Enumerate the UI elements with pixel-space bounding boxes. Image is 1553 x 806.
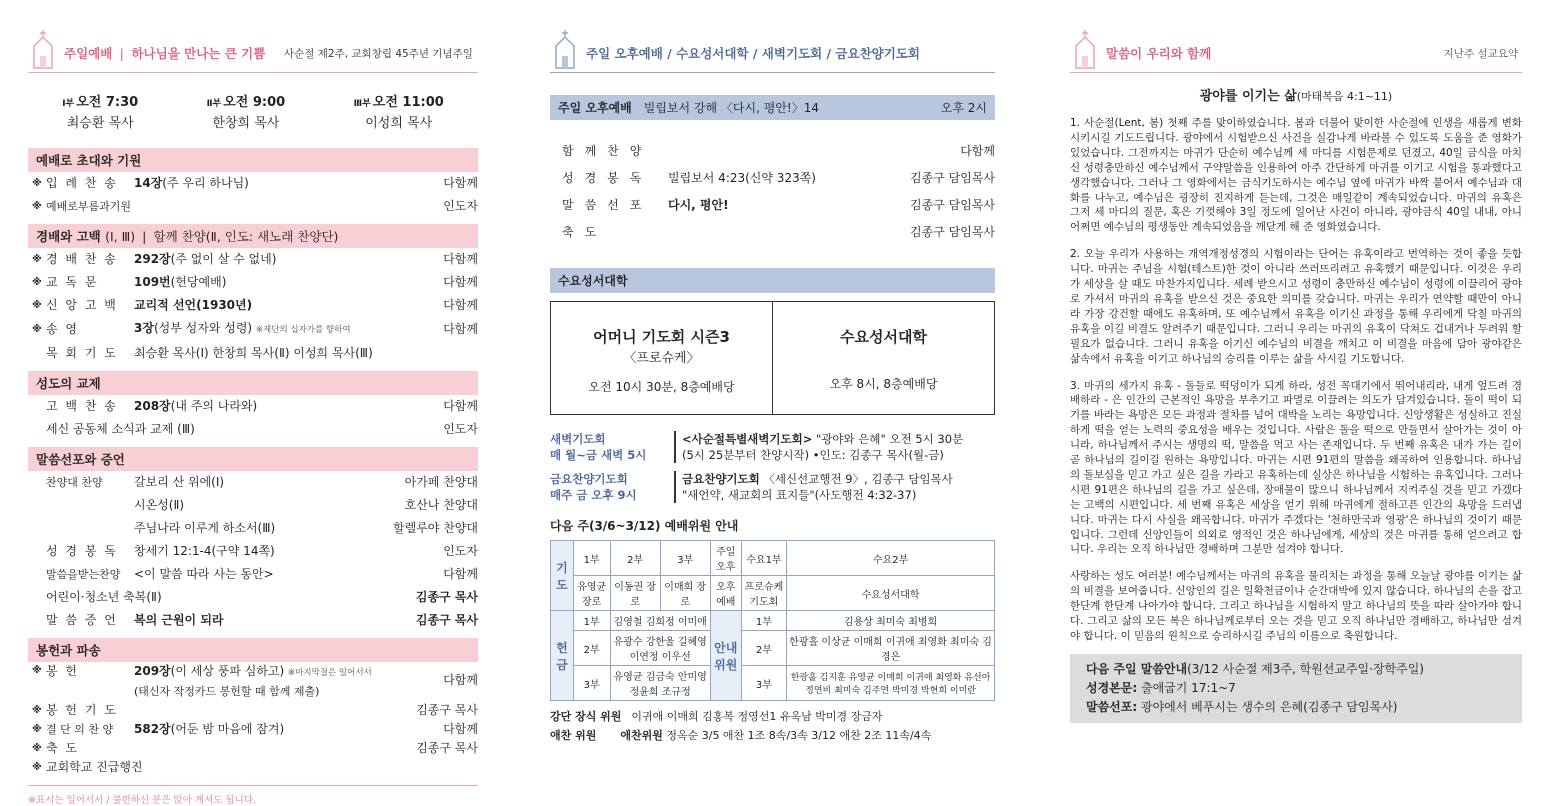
list-item: 축도 김종구 담임목사 [562, 225, 995, 239]
wednesday-bar: 수요성서대학 [550, 268, 995, 293]
order-row: 말 씀 증 언 복의 근원이 되라 김종구 목사 [46, 613, 478, 627]
service-1: Ⅰ부 오전 7:30 최승환 목사 [62, 93, 138, 134]
worship-order-page [28, 0, 478, 806]
sermon-paragraph: 사랑하는 성도 여러분! 예수님께서는 마귀의 유혹을 물리치는 과정을 통해 오늘날 광야를 이기는 삶의 비결을 보여줍니다. 신앙인의 길은 일확천금이나 순간대박에 있지 않습니다. 하나님의 손을 잡고 한단계 한단계 나아가야 합니다. 그리고 하나님을 시험하지 말고 하나님의 뜻을 따라 살아가야 합니다. 그리고 삶의 모든 복은 하나님께로부터 오는 것을 믿고 오직 하나님만 경배하고, 하나님만 섬겨야 합니다. 이 믿음의 원칙으로 승리하시길 주님의 이름으로 축원합니다. [1070, 570, 1522, 642]
weekly-services-page [550, 0, 995, 799]
order-row: 찬양대 찬양 갈보리 산 위에(Ⅰ) 아가페 찬양대 [46, 475, 478, 489]
sermon-paragraph: 1. 사순절(Lent, 봄) 첫째 주를 맞이하였습니다. 봄과 더불어 맞이한 사순절에 인생을 새롭게 변화시키시길 기도드립니다. 광야에서 시험받으신 사건을 실감나게 바라볼 수 있도록 도움을 준 영화가 있었습니다. 그전까지는 마귀가 단순히 예수님께 세 마디를 시험문제로 던졌고, 40일 금식을 마치신 성령충만하신 예수님께서 구약말씀을 인용하여 아주 간단하게 마귀를 이기고 시험을 통과했다고 생각했습니다. 그러나 그 영화에서는 금식기도하시는 예수님 옆에 마귀가 바짝 붙어서 예수님과 대화를 나누고, 예수님은 굉장히 진지하게 듣는데, 그것은 매일같이 계속되었습니다. 마귀의 유혹은 그저 세 마디의 질문, 혹은 기껏해야 3일 정도에 일어난 사건이 아니라, 광야금식 40일 내내, 아니 어쩌면 예수님의 평생동안 계속되었음을 깨닫게 해 준 영화였습니다. [1070, 117, 1522, 234]
section-invitation: 예배로 초대와 기원 [28, 148, 478, 172]
header-title: 말씀이 우리와 함께 [1106, 46, 1212, 61]
church-icon [550, 28, 580, 70]
page-header [28, 30, 478, 73]
order-row: 목 회 기 도 최승환 목사(Ⅰ) 한창희 목사(Ⅱ) 이성희 목사(Ⅲ) [46, 346, 373, 360]
friday-prayer: 금요찬양기도회 매주 금 오후 9시 금요찬양기도회 〈세신선교행전 9〉, 김종구 담임목사 "새언약, 새교회의 표지들"(사도행전 4:32-37) [550, 471, 995, 503]
page-header [550, 30, 995, 73]
order-row: 세신 공동체 소식과 교제 (Ⅲ) 인도자 [46, 422, 478, 436]
service-times [28, 93, 478, 134]
page-header [1070, 30, 1522, 73]
afternoon-bar: 주일 오후예배 빌립보서 강해 〈다시, 평안!〉14 오후 2시 [550, 95, 995, 120]
section-praise: 경배와 고백 (Ⅰ, Ⅲ) ❘ 함께 찬양(Ⅱ, 인도: 새노래 찬양단) [28, 224, 478, 248]
order-row: ※ 봉 헌 기 도 김종구 목사 [32, 703, 478, 717]
order-row: ※ 봉 헌 209장(이 세상 풍파 심하고) ※마지막절은 일어서서 (태신자 작정카드 봉헌할 때 함께 제출) 다함께 [32, 664, 478, 698]
afternoon-order [550, 138, 995, 246]
pastor: 최승환 목사 [66, 116, 134, 131]
section-offering: 봉헌과 파송 [28, 638, 478, 662]
header-title: 주일예배 ❘ 하나님을 만나는 큰 기쁨 [64, 46, 266, 61]
order-row: ※ 입 례 찬 송 14장(주 우리 하나님) 다함께 [32, 176, 478, 190]
duty-title: 다음 주(3/6~3/12) 예배위원 안내 [550, 519, 739, 533]
sermon-title: 광야를 이기는 삶(마태복음 4:1~11) [1199, 89, 1393, 104]
order-row: 어린이·청소년 축복(Ⅱ) 김종구 목사 [46, 590, 478, 604]
sermon-paragraph: 3. 마귀의 세가지 유혹 - 돌들로 떡덩이가 되게 하라, 성전 꼭대기에서 뛰어내리라, 내게 엎드려 경배하라 - 은 인간의 근본적인 욕망을 부추기고 파멸로 이끌려는 의도가 담겨있습니다. 돌이 떡이 되기를 바라는 욕망은 모든 과정과 절차를 넘어 대박을 노리는 욕망입니다. 신앙생활은 성실하고 진실하게 떡을 얻는 노력의 중요성을 배우는 것입니다. 사람은 돌을 떡으로 만들면서 살아가는 것이 아니라, 하나님께서 주시는 생명의 떡, 말씀을 먹고 사는 존재입니다. 두 번째 유혹은 내가 가는 길이 곧 하나님의 길이길 원하는 욕망입니다. 마귀는 시편 91편의 말씀을 왜곡하여 인용합니다. 하나님의 돌보심을 믿고 가고 싶은 길을 가라고 유혹하는데 실상은 하나님을 시험하는 유혹입니다. 그러나 시편 91편은 하나님의 길을 가고 싶은데, 장애물이 많으니 하나님께서 지켜주실 것을 믿고 가겠다는 고백의 시편입니다. 세 번째 유혹은 세상을 얻기 위해 마귀에게 절하고픈 인간의 욕망을 드러냅니다. 마귀는 다시 사실을 왜곡합니다. 마귀가 주겠다는 '천하만국과 영광'은 하나님의 것이기 때문입니다. 그런데 신앙인들이 의외로 영적인 것은 하나님에게, 세상의 것은 마귀를 통해 얻으려고 합니다. 우리는 오직 하나님만 경배하며 그분만 섬겨야 합니다. [1070, 379, 1522, 556]
list-item: 말씀선포 다시, 평안! 김종구 담임목사 [562, 198, 995, 212]
service-3: Ⅲ부 오전 11:00 이성희 목사 [354, 93, 444, 134]
altar-and-meal: 강단 장식 위원 이귀애 이매희 김홍복 정영선1 유옥남 박미경 장금자 애찬 위원 애찬위원 정옥순 3/5 애찬 1조 8속/3속 3/12 애찬 2조 11속/4속 [550, 710, 932, 742]
order-row: ※ 교회학교 진급행진 [32, 760, 143, 774]
order-row: 시온성(Ⅱ) 호산나 찬양대 [134, 498, 478, 512]
next-sunday-box: 다음 주일 말씀안내(3/12 사순절 제3주, 학원선교주일·장학주일) 성경본문: 출애굽기 17:1~7 말씀선포: 광야에서 베푸시는 생수의 은혜(김종구 담임목사) [1070, 654, 1522, 723]
header-title: 주일 오후예배 / 수요성서대학 / 새벽기도회 / 금요찬양기도회 [586, 46, 920, 61]
church-icon [28, 28, 58, 70]
service-2: Ⅱ부 오전 9:00 한창희 목사 [207, 93, 286, 134]
order-row: 주님나라 이루게 하소서(Ⅲ) 할렐루야 찬양대 [134, 521, 478, 535]
church-icon [1070, 28, 1100, 70]
order-row: 말씀을받는찬양 <이 말씀 따라 사는 동안> 다함께 [46, 567, 478, 581]
order-row: ※ 결 단 의 찬 양 582장(어둔 밤 마음에 잠겨) 다함께 [32, 722, 478, 736]
order-row: 성 경 봉 독 창세기 12:1-4(구약 14쪽) 인도자 [46, 544, 478, 558]
order-row: ※ 축 도 김종구 목사 [32, 741, 478, 755]
list-item: 함께찬양 다함께 [562, 144, 995, 158]
sermon-summary-page [1070, 0, 1522, 799]
standing-note: ※표시는 일어서서 / 불편하신 분은 앉아 계셔도 됩니다. [28, 785, 478, 806]
section-word: 말씀선포와 증언 [28, 447, 478, 471]
header-subtitle: 사순절 제2주, 교회창립 45주년 기념주일 [284, 48, 473, 60]
bible-college: 수요성서대학 오후 8시, 8층예배당 [772, 302, 994, 414]
section-fellowship: 성도의 교제 [28, 371, 478, 395]
duty-table: 기도 1부 2부 3부 주일오후 수요1부 수요2부 유영균 장로 이동권 장로 이매희 장로 오후예배 프로슈케기도회 수요성서대학 헌금 1부 김영철 김희정 이미애 안내 위원 1부 김용상 최미숙 최병희 2부 유광수 강한울 길혜영 이연정 이우선 2부 한광흘 이상균 이매희 이귀애 최영화 최미숙 김경은 3부 유영균 김금숙 안미영 정윤희 조규정 3부 한광흘 김지훈 유영균 이매희 이귀애 최영화 유선아 정연비 최미숙 김주연 박미경 박현희 이미란 [550, 540, 995, 701]
order-row: ※ 송 영 3장(성부 성자와 성령) ※제단의 십자가를 향하여 다함께 [32, 321, 478, 336]
dawn-prayer: 새벽기도회 매 월~금 새벽 5시 <사순절특별새벽기도회> "광야와 은혜" 오전 5시 30분 (5시 25분부터 찬양시작) •인도: 김종구 목사(월-금) [550, 431, 995, 463]
pastor: 이성희 목사 [365, 116, 433, 131]
header-right: 지난주 설교요약 [1443, 48, 1518, 60]
pastor: 한창희 목사 [212, 116, 280, 131]
mothers-prayer: 어머니 기도회 시즌3 〈프로슈케〉 오전 10시 30분, 8층예배당 [588, 328, 735, 394]
wednesday-box [550, 301, 995, 415]
order-row: ※ 예배로부름과기원 인도자 [32, 199, 478, 213]
order-row: 고 백 찬 송 208장(내 주의 나라와) 다함께 [46, 399, 478, 413]
list-item: 성경봉독 빌립보서 4:23(신약 323쪽) 김종구 담임목사 [562, 171, 995, 185]
order-row: ※ 교 독 문 109번(헌당예배) 다함께 [32, 275, 478, 289]
order-row: ※ 경 배 찬 송 292장(주 없이 살 수 없네) 다함께 [32, 252, 478, 266]
order-row: ※ 신 앙 고 백 교리적 선언(1930년) 다함께 [32, 298, 478, 312]
sermon-paragraph: 2. 오늘 우리가 사용하는 개역개정성경의 시험이라는 단어는 유혹이라고 번역하는 것이 좋을 듯합니다. 마귀는 주님을 시험(테스트)한 것이 아니라 쓰러뜨리려고 유혹했기 때문입니다. 이것은 우리가 세상을 살 때도 마찬가지입니다. 세례 받으시고 성령이 충만하신 예수님이 성령에 이끌리어 광야로 가셔서 마귀의 유혹을 받으신 것은 중요한 의미를 갖습니다. 마귀는 우리가 연약할 때만이 아니라 가장 강건할 때에도 유혹하며, 또 예수님께서 유혹을 이기신 과정을 통해 우리에게 닥칠 마귀의 유혹을 이길 비결도 알려주기 때문입니다. 그러니 우리는 마귀의 유혹이 닥쳐도 겁내거나 두려워 할 필요가 없습니다. 그러니 유혹을 이기신 예수님의 비결을 깨치고 이 비결을 마음에 담아 광야같은 삶속에서 유혹을 이기고 하나님의 승리를 이루는 삶을 사시길 기도합니다. [1070, 248, 1522, 365]
